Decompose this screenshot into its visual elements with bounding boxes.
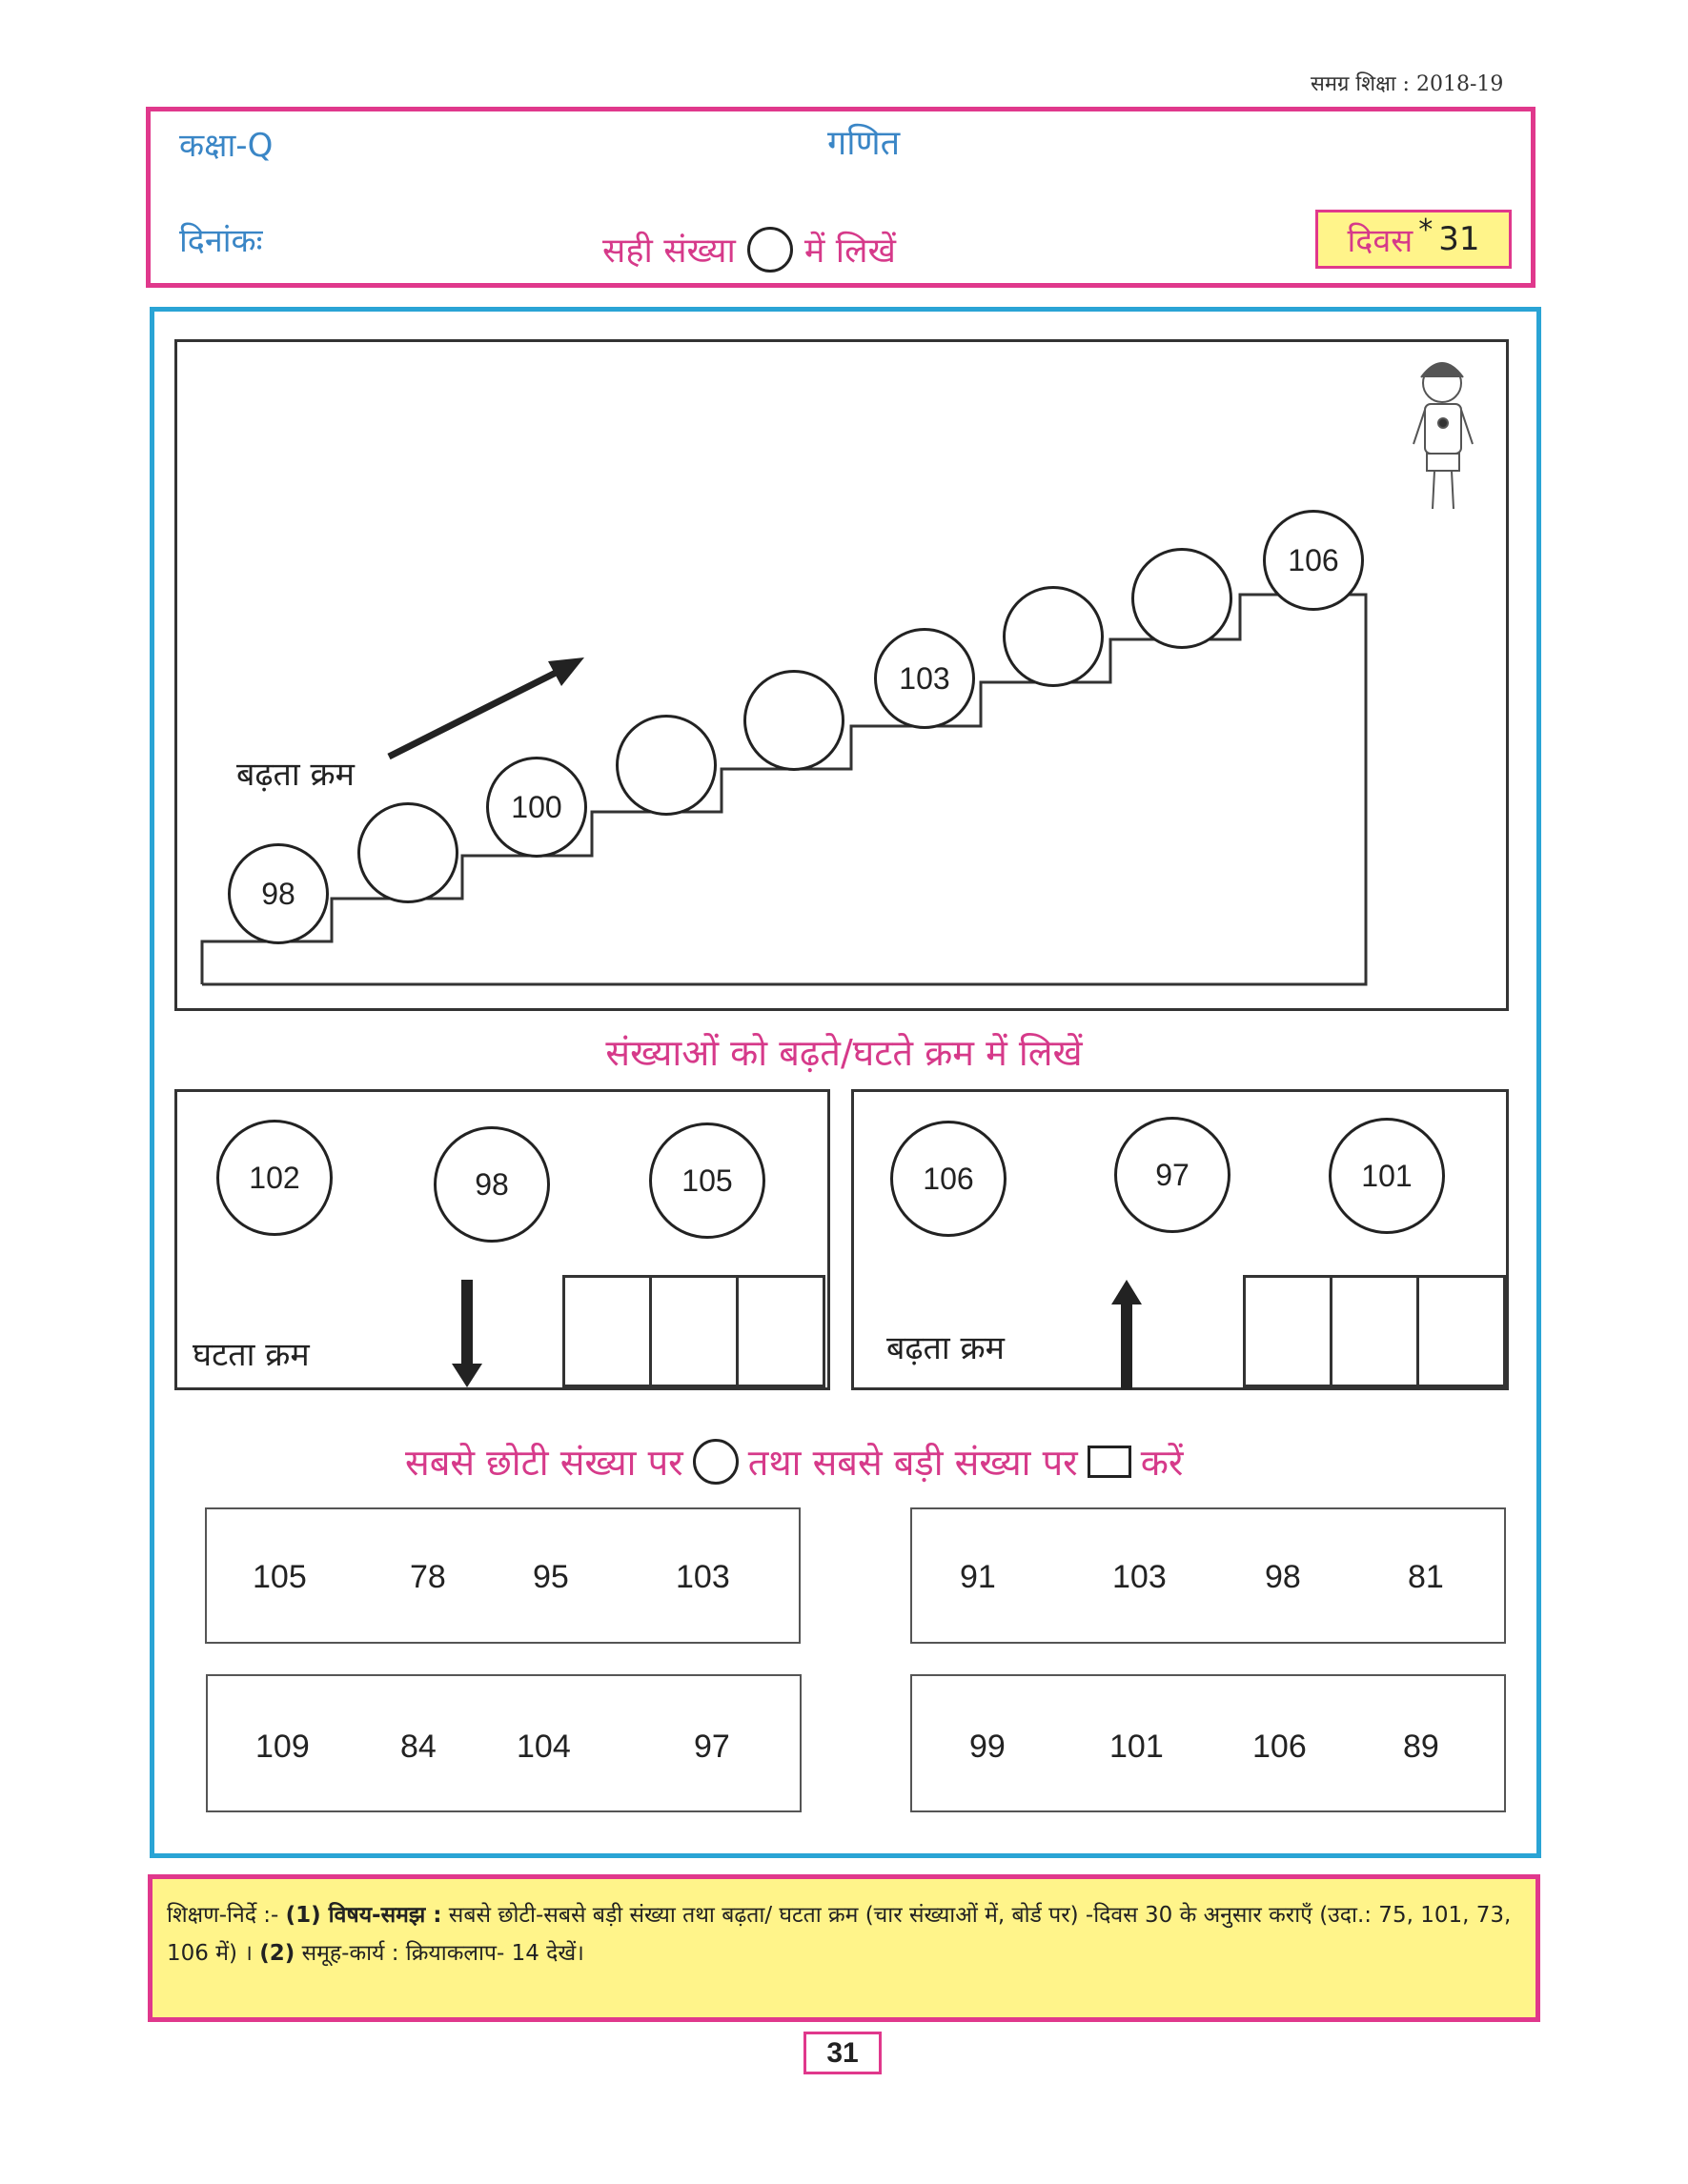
day-star: * xyxy=(1418,212,1434,247)
number-item[interactable]: 105 xyxy=(253,1559,307,1595)
number-item[interactable]: 84 xyxy=(400,1729,437,1765)
number-item[interactable]: 95 xyxy=(533,1559,569,1595)
arrow-up-icon xyxy=(1108,1280,1146,1389)
square-icon xyxy=(1088,1446,1131,1478)
order-number-circle: 101 xyxy=(1329,1118,1445,1234)
answer-cell[interactable] xyxy=(1416,1275,1506,1387)
number-item[interactable]: 106 xyxy=(1252,1729,1307,1765)
instruction-before: सही संख्या xyxy=(602,232,736,271)
answer-cell[interactable] xyxy=(562,1275,652,1387)
day-number: 31 xyxy=(1438,220,1480,258)
number-item[interactable]: 103 xyxy=(1112,1559,1167,1595)
arrow-down-icon xyxy=(448,1280,486,1389)
order-section-title: संख्याओं को बढ़ते/घटते क्रम में लिखें xyxy=(605,1032,1083,1074)
day-label: दिवस xyxy=(1347,222,1413,260)
step-circle-7[interactable] xyxy=(1003,586,1104,687)
mark-section-title xyxy=(405,1437,1183,1486)
staircase-line xyxy=(202,595,1366,984)
teaching-instructions-text xyxy=(167,1896,1520,1972)
order-number-circle: 102 xyxy=(216,1120,333,1236)
footer-intro: शिक्षण-निर्दे :- xyxy=(167,1903,279,1928)
step-circle-6: 103 xyxy=(874,628,975,729)
answer-cell[interactable] xyxy=(649,1275,739,1387)
descending-order-label: घटता क्रम xyxy=(193,1336,310,1374)
date-label: दिनांकः xyxy=(179,222,263,260)
mark-title-part1: सबसे छोटी संख्या पर xyxy=(405,1442,683,1484)
number-item[interactable]: 104 xyxy=(517,1729,571,1765)
number-item[interactable]: 91 xyxy=(960,1559,996,1595)
class-label: कक्षा-Q xyxy=(179,127,274,165)
answer-cell[interactable] xyxy=(1243,1275,1332,1387)
instruction-after: में लिखें xyxy=(803,232,896,271)
number-item[interactable]: 78 xyxy=(410,1559,446,1595)
staircase-drawing xyxy=(174,339,1509,1011)
number-item[interactable]: 97 xyxy=(694,1729,730,1765)
descending-answer-cells xyxy=(562,1275,825,1387)
mark-title-part3: करें xyxy=(1140,1442,1184,1484)
number-item[interactable]: 109 xyxy=(255,1729,310,1765)
number-item[interactable]: 81 xyxy=(1408,1559,1444,1595)
number-item[interactable]: 99 xyxy=(969,1729,1006,1765)
step-circle-9: 106 xyxy=(1263,510,1364,611)
ascending-order-label-2: बढ़ता क्रम xyxy=(886,1329,1005,1367)
footer-point2-text: समूह-कार्य : क्रियाकलाप- 14 देखें। xyxy=(301,1941,584,1966)
step-circle-8[interactable] xyxy=(1131,548,1232,649)
step-circle-5[interactable] xyxy=(743,670,844,771)
footer-point1-label: (1) विषय-समझ : xyxy=(285,1903,442,1928)
mark-title-part2: तथा सबसे बड़ी संख्या पर xyxy=(747,1442,1078,1484)
number-item[interactable]: 103 xyxy=(676,1559,730,1595)
order-number-circle: 105 xyxy=(649,1122,765,1239)
subject-title: गणित xyxy=(827,124,901,163)
answer-cell[interactable] xyxy=(736,1275,825,1387)
source-text: समग्र शिक्षा : 2018-19 xyxy=(1311,72,1504,96)
number-group-box xyxy=(910,1674,1506,1812)
number-group-box xyxy=(206,1674,802,1812)
footer-point1-text: सबसे छोटी-सबसे बड़ी संख्या तथा बढ़ता/ घटता क्रम (चार संख्याओं में, बोर्ड पर) -दिवस 30 के अनुसार कराएँ (उदा.: 75, 101, 73, 106 में) । xyxy=(167,1903,1512,1966)
number-item[interactable]: 98 xyxy=(1265,1559,1301,1595)
number-group-box xyxy=(910,1507,1506,1644)
step-circle-3: 100 xyxy=(486,757,587,858)
step-circle-1: 98 xyxy=(228,843,329,944)
step-circle-2[interactable] xyxy=(357,802,458,903)
circle-icon xyxy=(693,1439,739,1485)
day-badge xyxy=(1315,210,1512,269)
order-number-circle: 106 xyxy=(890,1121,1007,1237)
order-number-circle: 98 xyxy=(434,1126,550,1243)
boy-figure-icon xyxy=(1413,363,1473,509)
instruction-line xyxy=(602,226,896,273)
answer-cell[interactable] xyxy=(1330,1275,1419,1387)
ascending-answer-cells xyxy=(1243,1275,1506,1387)
circle-icon xyxy=(747,227,793,273)
ascending-order-label: बढ़ता क्रम xyxy=(236,756,355,794)
footer-point2-label: (2) xyxy=(259,1941,295,1966)
number-item[interactable]: 89 xyxy=(1403,1729,1439,1765)
order-number-circle: 97 xyxy=(1114,1117,1230,1233)
step-circle-4[interactable] xyxy=(616,715,717,816)
ascending-arrow-shaft xyxy=(389,668,565,757)
number-group-box xyxy=(205,1507,801,1644)
number-item[interactable]: 101 xyxy=(1109,1729,1164,1765)
page-number: 31 xyxy=(803,2032,882,2074)
